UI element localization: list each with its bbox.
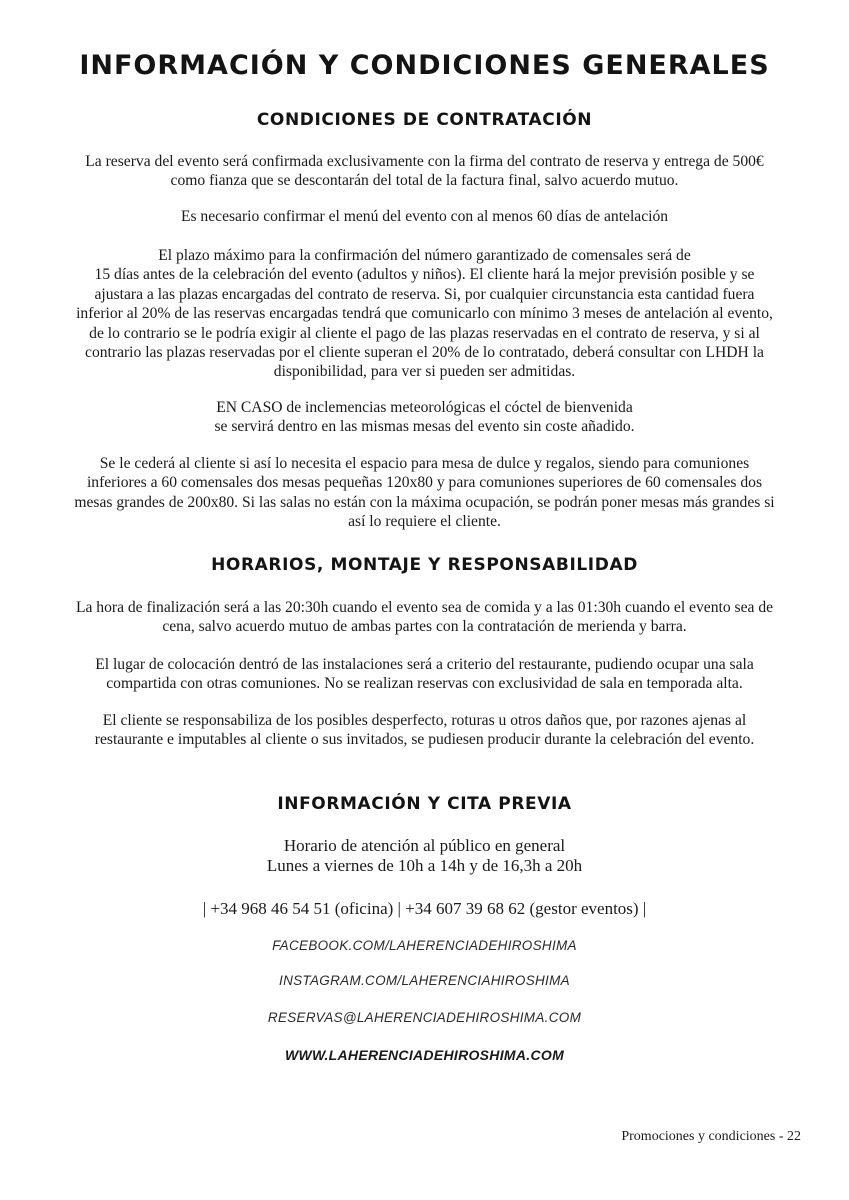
section-heading-contratacion: CONDICIONES DE CONTRATACIÓN: [256, 110, 593, 130]
paragraph-mesa-dulce: [20, 454, 829, 532]
text-line: inferiores a 60 comensales dos mesas pequeñas 120x80 y para comuniones superiores de 60 comensales dos: [86, 474, 763, 492]
text-line: se servirá dentro en las mismas mesas del evento sin coste añadido.: [214, 418, 635, 436]
text-line: mesas grandes de 200x80. Si las salas no están con la máxima ocupación, se podrán poner mesas más grandes si: [74, 493, 775, 511]
text-line: contrario las plazas reservadas por el cliente superan el 20% de lo contratado, deberá consultar con LHDH la: [85, 344, 764, 362]
text-line: como fianza que se descontarán del total de la factura final, salvo acuerdo mutuo.: [170, 172, 679, 190]
opening-hours: [0, 836, 849, 876]
text-line: ajustara a las plazas encargadas del contrato de reserva. Si, por cualquier circunstancia esta cantidad fuera: [94, 285, 755, 303]
text-line: La hora de finalización será a las 20:30h cuando el evento sea de comida y a las 01:30h cuando el evento sea de: [75, 599, 774, 616]
paragraph-inclemencias: [20, 398, 829, 437]
text-line: así lo requiere el cliente.: [348, 513, 501, 531]
hours-general: Horario de atención al público en general: [283, 836, 566, 855]
paragraph-colocacion: [20, 655, 829, 694]
text-line: La reserva del evento será confirmada exclusivamente con la firma del contrato de reserva y entrega de 500€: [85, 153, 764, 170]
section-heading-horarios: HORARIOS, MONTAJE Y RESPONSABILIDAD: [211, 555, 638, 575]
paragraph-menu: [20, 207, 829, 226]
hours-weekdays: Lunes a viernes de 10h a 14h y de 16,3h a 20h: [266, 856, 583, 875]
page-footer: Promociones y condiciones - 22: [621, 1129, 801, 1144]
text-line: Es necesario confirmar el menú del evento con al menos 60 días de antelación: [180, 208, 669, 225]
text-line: de lo contrario se le podría exigir al cliente el pago de las plazas reservadas en el contrato de reserva, y si al: [89, 324, 760, 342]
paragraph-fianza: [20, 152, 829, 191]
text-line: inferior al 20% de las reservas encargadas tendrá que comunicarlo con mínimo 3 meses de antelación al evento,: [76, 305, 773, 323]
text-line: restaurante e imputables al cliente o sus invitados, se pudiesen producir durante la celebración del evento.: [94, 731, 755, 749]
text-line: EN CASO de inclemencias meteorológicas el cóctel de bienvenida: [216, 399, 633, 416]
page-title: INFORMACIÓN Y CONDICIONES GENERALES: [79, 50, 770, 81]
text-line: El lugar de colocación dentró de las instalaciones será a criterio del restaurante, pudiendo ocupar una sala: [95, 656, 754, 673]
facebook-link[interactable]: FACEBOOK.COM/LAHERENCIADEHIROSHIMA: [272, 938, 577, 953]
section-heading-informacion: INFORMACIÓN Y CITA PREVIA: [277, 794, 572, 814]
text-line: Se le cederá al cliente si así lo necesita el espacio para mesa de dulce y regalos, siendo para comuniones: [99, 455, 750, 472]
text-line: El plazo máximo para la confirmación del número garantizado de comensales será de: [158, 247, 691, 264]
text-line: cena, salvo acuerdo mutuo de ambas partes con la contratación de merienda y barra.: [162, 618, 687, 636]
paragraph-finalizacion: [20, 598, 829, 637]
text-line: compartida con otras comuniones. No se realizan reservas con exclusividad de sala en temporada alta.: [106, 675, 743, 693]
text-line: disponibilidad, para ver si pueden ser admitidas.: [273, 363, 576, 381]
text-line: El cliente se responsabiliza de los posibles desperfecto, roturas u otros daños que, por razones ajenas al: [102, 712, 747, 729]
instagram-link[interactable]: INSTAGRAM.COM/LAHERENCIAHIROSHIMA: [279, 973, 570, 988]
text-line: 15 días antes de la celebración del evento (adultos y niños). El cliente hará la mejor previsión posible y se: [94, 266, 755, 284]
phone-numbers[interactable]: | +34 968 46 54 51 (oficina) | +34 607 39 68 62 (gestor eventos) |: [202, 899, 647, 918]
paragraph-comensales: [20, 246, 829, 382]
website-link[interactable]: WWW.LAHERENCIADEHIROSHIMA.COM: [284, 1047, 565, 1063]
email-link[interactable]: RESERVAS@LAHERENCIADEHIROSHIMA.COM: [267, 1010, 582, 1025]
paragraph-responsabilidad: [20, 711, 829, 750]
